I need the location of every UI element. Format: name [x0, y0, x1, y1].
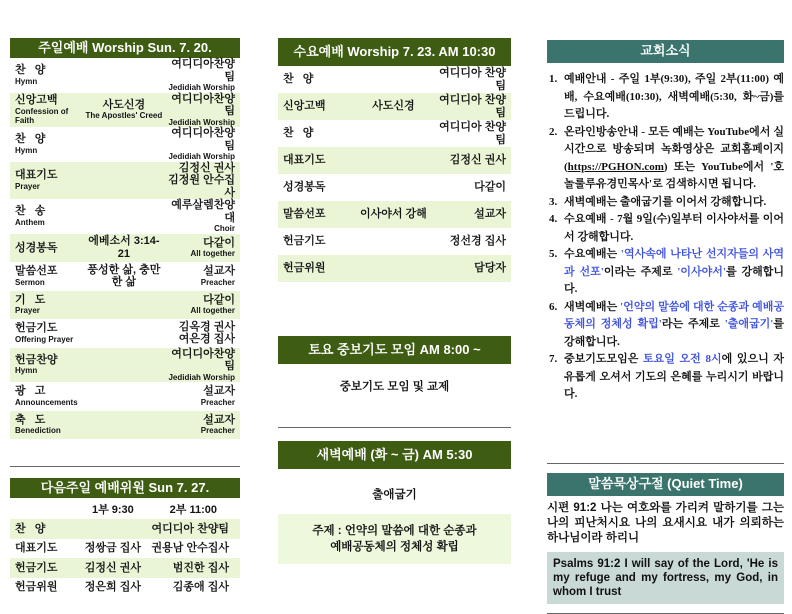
- next-week-row: [10, 519, 240, 539]
- service-row: [10, 93, 240, 128]
- dawn-theme-box: [278, 514, 511, 564]
- dawn-service-body: 출애굽기: [372, 489, 417, 501]
- row-label: 헌금기도: [283, 235, 326, 248]
- row-center: 사도신경: [102, 98, 146, 111]
- news-highlight: '언약의 말씀에 대한 순종과 예배공동체의 정체성 확립': [564, 300, 784, 330]
- row-label: 광 고: [15, 385, 46, 398]
- church-news-list: [547, 71, 784, 404]
- row-label-cell: [15, 354, 85, 376]
- next-week-row: [10, 578, 240, 598]
- sunday-service-header: 주일예배 Worship Sun. 7. 20.: [10, 38, 240, 58]
- news-highlight: '출애굽기': [724, 318, 774, 330]
- service-2-value: 범진한 집사: [172, 561, 229, 574]
- row-label-en: Confession of Faith: [15, 106, 69, 125]
- row-value-en: Jedidiah Worship: [168, 83, 235, 92]
- news-link[interactable]: https://PGHON.com: [567, 160, 664, 173]
- row-value-2: 김정원 안수집사: [168, 174, 235, 199]
- row-center: 에베소서 3:14-21: [88, 235, 160, 260]
- row-label-cell: [15, 265, 85, 287]
- row-label: 찬 송: [15, 205, 46, 218]
- row-value-en: Preacher: [200, 426, 235, 436]
- row-value: 정선경 집사: [449, 235, 506, 248]
- quiet-time-header: 말씀묵상구절 (Quiet Time): [547, 473, 784, 496]
- news-text: 온라인방송안내 - 모든 예배는 YouTube에서 실시간으로 방송되며 녹화영상은 교회홈페이지(: [564, 125, 784, 173]
- row-value: 김옥경 권사: [178, 320, 235, 333]
- service-1-column: 1부 9:30: [91, 504, 134, 517]
- row-label-en: Prayer: [15, 181, 40, 191]
- service-row: [278, 147, 511, 174]
- row-value: 여디디아 찬양팀: [439, 121, 506, 146]
- row-label: 대표기도: [283, 154, 326, 167]
- right-column: [547, 40, 784, 614]
- service-row: [10, 262, 240, 291]
- next-week-row: [10, 539, 240, 559]
- row-center-en: The Apostles' Creed: [85, 111, 163, 121]
- row-right-cell: [162, 93, 235, 128]
- row-value: 여디디아찬양팀: [171, 347, 235, 372]
- church-news-header: 교회소식: [547, 40, 784, 63]
- row-label: 찬 양: [15, 133, 46, 146]
- dawn-theme-line-1: 주제 : 언약의 말씀에 대한 순종과: [312, 525, 477, 537]
- service-row: [278, 174, 511, 201]
- service-row: [278, 120, 511, 147]
- row-value: 담당자: [474, 262, 506, 275]
- row-value-en: Jedidiah Worship: [168, 372, 235, 382]
- news-text: ) 또는 YouTube에서 '호놀룰루유경민목사'로 검색하시면 됩니다.: [564, 160, 784, 190]
- news-text: 중보기도모임은: [564, 353, 644, 365]
- row-label: 찬 양: [283, 73, 314, 86]
- news-text: 이라는 주제로: [603, 265, 678, 278]
- bottom-divider: [547, 613, 784, 614]
- service-row: [278, 201, 511, 228]
- row-label-en: Hymn: [15, 366, 38, 376]
- row-label: 신앙고백: [283, 100, 326, 113]
- news-item: [547, 246, 784, 299]
- news-text: 를 강해합니다.: [564, 318, 784, 348]
- row-value: 김정신 권사: [178, 161, 235, 174]
- row-label: 찬 양: [15, 64, 46, 77]
- row-label: 신앙고백: [15, 94, 58, 106]
- row-value: 설교자: [474, 208, 506, 221]
- service-2-column: 2부 11:00: [169, 504, 217, 517]
- row-value-2: 여은경 집사: [178, 333, 235, 346]
- row-label-en: Sermon: [15, 277, 45, 287]
- quiet-time-english-verse: Psalms 91:2 I will say of the Lord, 'He is my refuge and my fortress, my God, in whom I trust: [547, 552, 784, 604]
- row-label: 말씀선포: [15, 265, 58, 278]
- row-label-cell: [15, 294, 85, 316]
- next-week-row: [10, 558, 240, 578]
- row-label-cell: [15, 133, 85, 155]
- service-row: [10, 411, 240, 440]
- row-label-en: Anthem: [15, 217, 45, 227]
- news-highlight: '이사야서': [677, 265, 726, 278]
- row-label: 찬 양: [283, 127, 314, 140]
- service-row: [278, 93, 511, 120]
- service-2-value: 여디디아 찬양팀: [151, 522, 229, 535]
- service-2-value: 권용남 안수집사: [151, 542, 229, 554]
- row-label-en: Hymn: [15, 145, 38, 155]
- news-item: [547, 351, 784, 404]
- news-text: 예배안내 - 주일 1부(9:30), 주일 2부(11:00) 예배, 수요예배(10:30), 새벽예배(5:30, 화~금)를 드립니다.: [564, 73, 784, 120]
- row-label-cell: [15, 414, 85, 436]
- service-row: [10, 127, 240, 162]
- row-label: 헌금위원: [15, 581, 58, 593]
- row-label-cell: [15, 322, 85, 344]
- row-value-en: All together: [190, 306, 235, 316]
- row-right-cell: [162, 321, 235, 346]
- row-label: 헌금기도: [15, 561, 58, 574]
- next-week-columns-row: [10, 502, 240, 519]
- service-row: [10, 162, 240, 200]
- row-right-cell: [162, 199, 235, 234]
- row-value-en: Jedidiah Worship: [168, 152, 235, 161]
- row-right-cell: [162, 414, 235, 436]
- row-label-en: Benediction: [15, 426, 61, 436]
- wednesday-service-header: 수요예배 Worship 7. 23. AM 10:30: [278, 38, 511, 66]
- row-label: 기 도: [15, 293, 46, 306]
- dawn-theme-line-2: 예배공동체의 정체성 확립: [330, 541, 459, 553]
- service-row: [278, 66, 511, 93]
- row-label: 말씀선포: [283, 208, 326, 221]
- row-center: 풍성한 삶, 충만한 삶: [87, 263, 161, 289]
- left-column: [10, 38, 240, 597]
- news-item: [547, 124, 784, 194]
- row-label: 대표기도: [15, 542, 58, 554]
- service-row: [10, 319, 240, 348]
- row-label-cell: [15, 385, 85, 407]
- news-item: [547, 211, 784, 246]
- news-text: 에 있으니 자유롭게 오셔서 기도의 은혜를 누리시기 바랍니다.: [564, 353, 784, 400]
- news-text: 를 강해합니다.: [564, 265, 784, 295]
- row-value: 예루살렘찬양대: [171, 199, 235, 224]
- row-center-cell: [85, 264, 162, 289]
- row-value: 설교자: [203, 385, 235, 398]
- row-value: 다같이: [474, 181, 506, 194]
- row-label-en: Announcements: [15, 397, 78, 407]
- middle-column: [278, 38, 511, 564]
- next-week-header: 다음주일 예배위원 Sun 7. 27.: [10, 478, 240, 498]
- row-right-cell: [162, 265, 235, 287]
- row-label: 헌금위원: [283, 262, 326, 275]
- service-row: [10, 291, 240, 320]
- row-center-cell: [85, 99, 162, 121]
- saturday-prayer-body: 중보기도 모임 및 교제: [339, 381, 450, 393]
- row-label: 성경봉독: [15, 241, 58, 254]
- row-label-en: Offering Prayer: [15, 334, 74, 344]
- row-label-en: Prayer: [15, 306, 40, 316]
- row-value: 여디디아 찬양팀: [439, 94, 506, 119]
- service-row: [278, 228, 511, 255]
- row-value: 설교자: [203, 413, 235, 426]
- quiet-time-korean-verse: 시편 91:2 나는 여호와를 가리켜 말하기를 그는 나의 피난처시요 나의 요새시요 내가 의뢰하는 하나님이라 하리니: [547, 501, 784, 544]
- news-highlight: 토요일 오전 8시: [643, 353, 722, 365]
- news-highlight: '역사속에 나타난 선지자들의 사역과 선포': [564, 248, 784, 278]
- row-value-en: Choir: [214, 224, 235, 233]
- service-1-value: 김정신 권사: [84, 561, 141, 574]
- news-text: 수요예배 - 7월 9일(수)일부터 이사야서를 이어서 강해합니다.: [564, 213, 784, 243]
- service-row: [10, 58, 240, 93]
- middle-divider: [278, 427, 511, 428]
- dawn-service-header: 새벽예배 (화 ~ 금) AM 5:30: [278, 441, 511, 469]
- service-row: [10, 382, 240, 411]
- row-label: 성경봉독: [283, 181, 326, 194]
- service-row: [10, 348, 240, 383]
- row-value: 여디디아찬양팀: [171, 127, 235, 152]
- service-1-value: 정은희 집사: [84, 581, 141, 593]
- row-label-en: Hymn: [15, 76, 38, 86]
- row-right-cell: [162, 162, 235, 200]
- row-label: 축 도: [15, 413, 46, 426]
- service-1-value: 정쌍금 집사: [84, 542, 141, 554]
- saturday-prayer-header: 토요 중보기도 모임 AM 8:00 ~: [278, 336, 511, 364]
- service-2-value: 김종애 집사: [172, 581, 229, 593]
- row-value: 다같이: [203, 293, 235, 306]
- row-value: 여디디아찬양팀: [171, 58, 235, 83]
- service-row: [278, 255, 511, 282]
- row-value: 여디디아 찬양팀: [439, 67, 506, 92]
- row-label: 헌금기도: [15, 322, 58, 335]
- row-right-cell: [162, 58, 235, 93]
- news-item: [547, 71, 784, 124]
- row-label: 찬 양: [15, 522, 46, 535]
- row-center: 사도신경: [372, 100, 415, 113]
- row-value: 여디디아찬양팀: [171, 92, 235, 117]
- right-divider: [547, 463, 784, 464]
- row-value-en: Preacher: [200, 277, 235, 287]
- news-text: 새벽예배는 출애굽기를 이어서 강해합니다.: [564, 195, 767, 208]
- news-item: [547, 299, 784, 352]
- row-value-en: All together: [190, 249, 235, 259]
- row-value: 설교자: [203, 265, 235, 278]
- row-label-cell: [15, 205, 85, 227]
- row-right-cell: [162, 348, 235, 383]
- row-label-cell: [15, 242, 85, 255]
- row-label: 헌금찬양: [15, 353, 58, 366]
- row-value: 다같이: [203, 236, 235, 249]
- row-label-cell: [15, 64, 85, 86]
- news-item: [547, 194, 784, 212]
- row-right-cell: [162, 294, 235, 316]
- row-value-en: Preacher: [200, 397, 235, 407]
- row-label: 대표기도: [15, 169, 58, 182]
- row-right-cell: [162, 385, 235, 407]
- row-center: 이사야서 강해: [359, 208, 427, 221]
- row-right-cell: [162, 237, 235, 259]
- row-value: 김정신 권사: [449, 154, 506, 167]
- news-text: 새벽예배는: [564, 300, 621, 313]
- service-row: [10, 199, 240, 234]
- row-label-cell: [15, 169, 85, 191]
- news-text: 수요예배는: [564, 248, 621, 260]
- news-text: 라는 주제로: [661, 318, 725, 330]
- service-row: [10, 234, 240, 263]
- left-divider: [10, 466, 240, 467]
- row-label-cell: [15, 94, 85, 126]
- row-center-cell: [85, 235, 162, 260]
- row-right-cell: [162, 127, 235, 162]
- row-value-en: Jedidiah Worship: [168, 117, 235, 127]
